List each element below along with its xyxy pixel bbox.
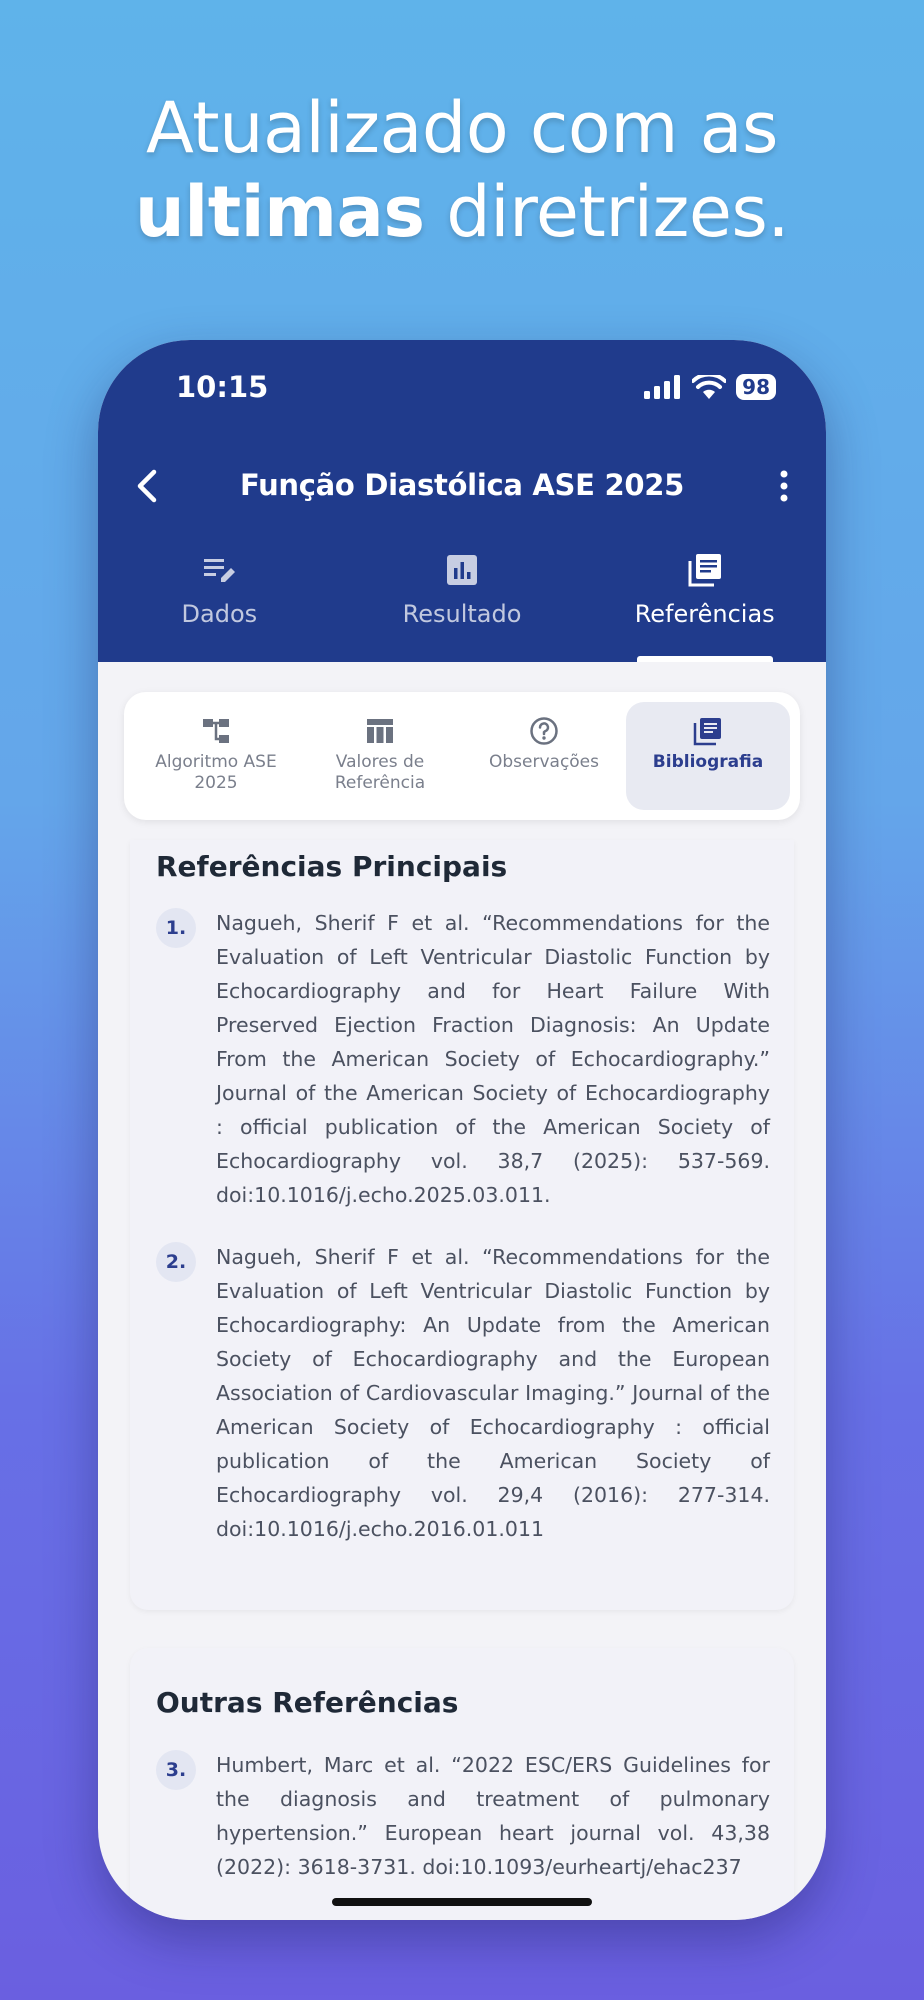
reference-text: Nagueh, Sherif F et al. “Recommendations for the Evaluation of Left Ventricular Diastolic Function by Echocardiography: An Update from the American Society of Echocardiography and the European Association of Cardiovascular Imaging.” Journal of the American Society of Echocardiography : official publication of the American Society of Echocardiography vol. 29,4 (2016): 277-314. doi:10.1016/j.echo.2016.01.011 <box>216 1245 770 1541</box>
wifi-icon <box>692 375 726 399</box>
status-icons <box>644 374 776 400</box>
library-books-icon <box>693 716 723 746</box>
subtab-label: Observações <box>488 752 600 772</box>
phone-frame <box>98 340 826 1920</box>
page-title: Função Diastólica ASE 2025 <box>240 468 684 502</box>
subtab-observacoes[interactable] <box>462 702 626 810</box>
edit-list-icon <box>201 552 237 588</box>
main-tabs <box>98 552 826 662</box>
section-title: Referências Principais <box>156 850 508 883</box>
headline-rest: diretrizes. <box>424 171 790 253</box>
subtab-bibliografia[interactable] <box>626 702 790 810</box>
subtab-label: Bibliografia <box>652 752 764 772</box>
section-title: Outras Referências <box>156 1686 459 1719</box>
tab-resultado[interactable] <box>341 552 584 662</box>
main-references-card <box>130 840 794 1610</box>
subtab-label: Valores de Referência <box>334 752 426 793</box>
tab-label: Dados <box>181 600 258 628</box>
subtab-valores[interactable] <box>298 702 462 810</box>
home-indicator[interactable] <box>332 1898 592 1906</box>
tab-label: Resultado <box>402 600 522 628</box>
reference-item <box>156 906 770 1212</box>
account-tree-icon <box>201 716 231 746</box>
sub-tabs <box>124 692 800 820</box>
headline-bold: ultimas <box>134 171 425 253</box>
headline-line-1: Atualizado com as <box>145 87 779 169</box>
reference-number: 1. <box>156 908 196 948</box>
headline-line-2 <box>0 170 924 254</box>
tab-dados[interactable] <box>98 552 341 662</box>
reference-number: 3. <box>156 1750 196 1790</box>
other-references-card <box>130 1648 794 1920</box>
reference-item <box>156 1240 770 1546</box>
tab-label: Referências <box>634 600 775 628</box>
library-books-icon <box>687 552 723 588</box>
cellular-signal-icon <box>644 375 682 399</box>
reference-text: Nagueh, Sherif F et al. “Recommendations for the Evaluation of Left Ventricular Diastolic Function by Echocardiography and for Heart Failure With Preserved Ejection Fraction Diagnosis: An Update From the American Society of Echocardiography.” Journal of the American Society of Echocardiography : official publication of the American Society of Echocardiography vol. 38,7 (2025): 537-569. doi:10.1016/j.echo.2025.03.011. <box>216 911 770 1207</box>
more-options-icon[interactable] <box>772 468 796 504</box>
subtab-algoritmo[interactable] <box>134 702 298 810</box>
table-icon <box>365 716 395 746</box>
active-tab-indicator <box>637 656 773 662</box>
tab-referencias[interactable] <box>583 552 826 662</box>
reference-number: 2. <box>156 1242 196 1282</box>
promo-headline <box>0 86 924 254</box>
bar-chart-icon <box>444 552 480 588</box>
reference-item <box>156 1748 770 1884</box>
help-circle-icon <box>529 716 559 746</box>
subtab-label: Algoritmo ASE 2025 <box>155 752 277 793</box>
status-time: 10:15 <box>176 370 269 404</box>
reference-text: Humbert, Marc et al. “2022 ESC/ERS Guidelines for the diagnosis and treatment of pulmonary hypertension.” European heart journal vol. 43,38 (2022): 3618-3731. doi:10.1093/eurheartj/ehac237 <box>216 1753 770 1879</box>
app-bar <box>98 340 826 662</box>
battery-indicator: 98 <box>736 374 776 400</box>
